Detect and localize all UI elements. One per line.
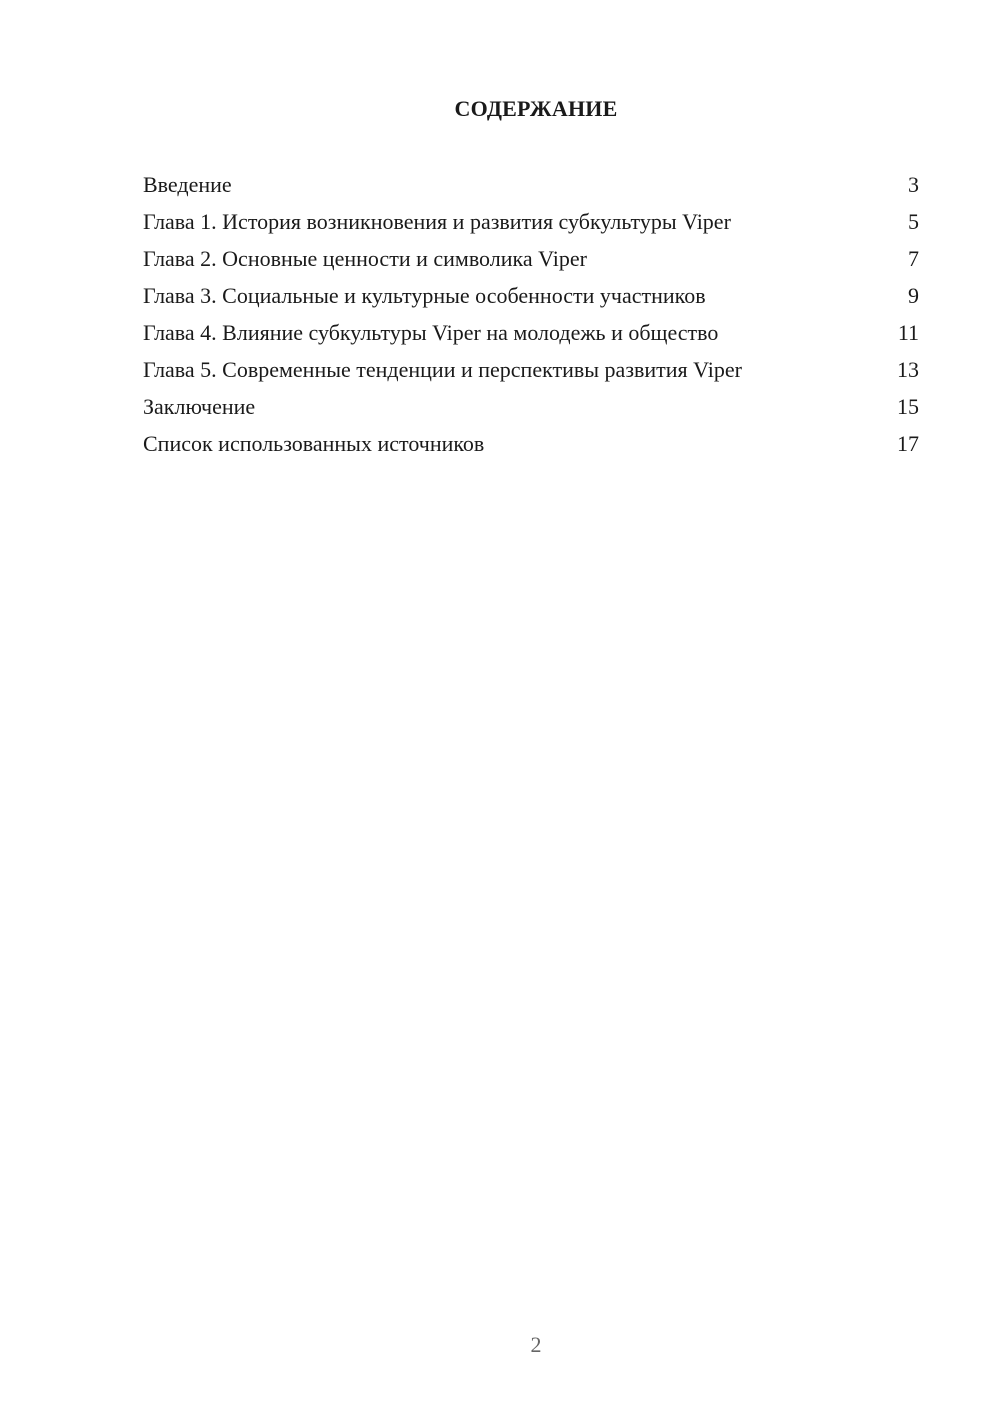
toc-item-page: 7 [908, 246, 919, 271]
toc-item-page: 13 [897, 357, 919, 382]
toc-item-chapter-3 [143, 281, 919, 318]
toc-item-label: Глава 3. Социальные и культурные особенности участников [143, 283, 706, 308]
toc-item-label: Глава 2. Основные ценности и символика Viper [143, 246, 587, 271]
table-of-contents [143, 170, 919, 466]
toc-item-chapter-2 [143, 244, 919, 281]
toc-item-chapter-5 [143, 355, 919, 392]
toc-item-introduction [143, 170, 919, 207]
toc-item-label: Глава 5. Современные тенденции и перспективы развития Viper [143, 357, 742, 382]
toc-item-page: 3 [908, 172, 919, 197]
toc-item-conclusion [143, 392, 919, 429]
toc-item-references [143, 429, 919, 466]
page-number: 2 [530, 1332, 542, 1357]
toc-item-page: 17 [897, 431, 919, 456]
toc-item-page: 15 [897, 394, 919, 419]
toc-item-page: 5 [908, 209, 919, 234]
toc-item-label: Введение [143, 172, 232, 197]
toc-item-chapter-1 [143, 207, 919, 244]
toc-item-page: 11 [897, 320, 919, 345]
toc-item-page: 9 [908, 283, 919, 308]
toc-item-label: Заключение [143, 394, 256, 419]
toc-item-chapter-4 [143, 318, 919, 355]
toc-item-label: Глава 4. Влияние субкультуры Viper на молодежь и общество [143, 320, 719, 345]
toc-item-label: Глава 1. История возникновения и развития субкультуры Viper [143, 209, 731, 234]
page-title: СОДЕРЖАНИЕ [454, 96, 618, 121]
toc-item-label: Список использованных источников [143, 431, 485, 456]
